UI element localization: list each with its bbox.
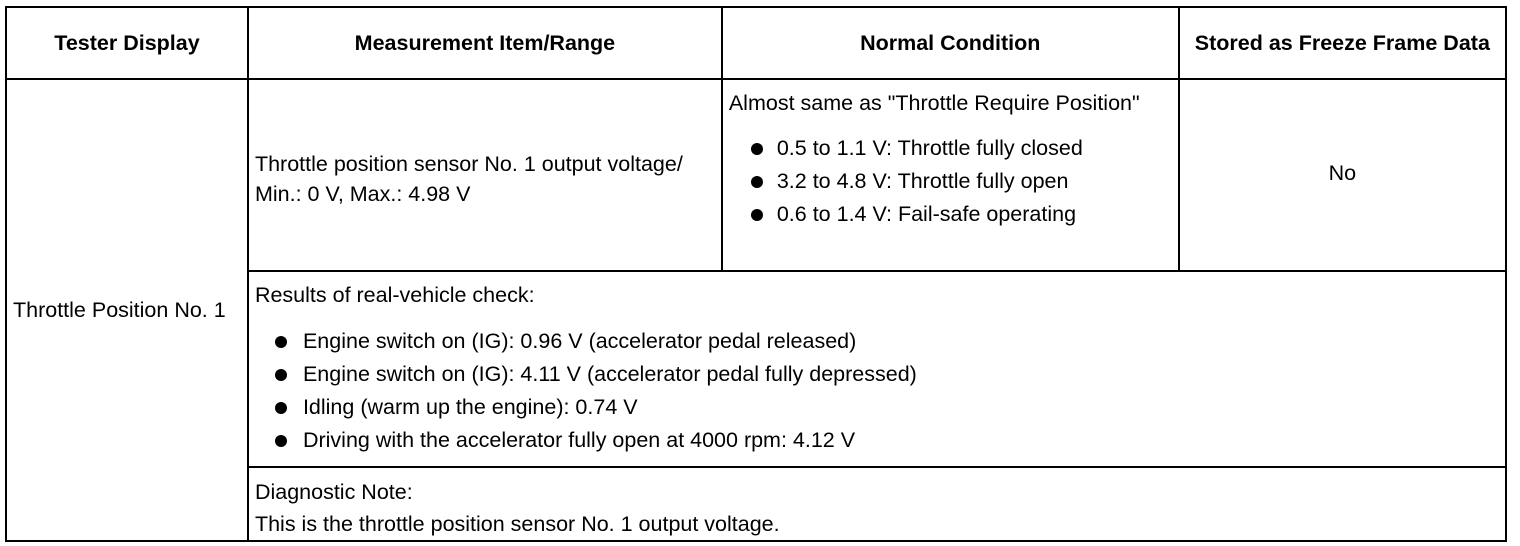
header-freeze-frame: Stored as Freeze Frame Data (1179, 7, 1506, 79)
list-item-text: Engine switch on (IG): 4.11 V (accelerator pedal fully depressed) (302, 362, 917, 386)
list-item (255, 358, 1499, 391)
list-item (255, 424, 1499, 457)
header-row (6, 7, 1506, 79)
normal-condition-list (729, 132, 1172, 231)
data-list-table (5, 6, 1507, 542)
freeze-frame-value: No (1328, 161, 1357, 185)
list-item (255, 391, 1499, 424)
list-item-text: 3.2 to 4.8 V: Throttle fully open (776, 169, 1069, 193)
results-list (255, 325, 1499, 457)
bullet-icon (275, 435, 287, 447)
bullet-icon (751, 176, 763, 188)
results-title: Results of real-vehicle check: (254, 283, 535, 307)
diagnostic-note-cell (248, 467, 1506, 541)
results-cell (248, 271, 1506, 467)
tester-display-cell (6, 79, 248, 541)
normal-condition-cell (722, 79, 1179, 271)
list-item-text: Driving with the accelerator fully open at 4000 rpm: 4.12 V (302, 428, 856, 452)
tester-display-value: Throttle Position No. 1 (13, 298, 226, 322)
list-item-text: Idling (warm up the engine): 0.74 V (302, 395, 638, 419)
list-item (729, 132, 1172, 165)
measurement-cell (248, 79, 722, 271)
bullet-icon (275, 369, 287, 381)
list-item-text: Engine switch on (IG): 0.96 V (accelerator pedal released) (302, 329, 857, 353)
list-item-text: 0.6 to 1.4 V: Fail-safe operating (776, 202, 1077, 226)
table-row (6, 79, 1506, 271)
header-normal-condition: Normal Condition (722, 7, 1179, 79)
list-item (729, 198, 1172, 231)
bullet-icon (275, 402, 287, 414)
diagnostic-note-text: This is the throttle position sensor No. 1 output voltage. (254, 512, 780, 536)
header-tester-display: Tester Display (6, 7, 248, 79)
measurement-line-1: Throttle position sensor No. 1 output voltage/ (254, 152, 683, 176)
bullet-icon (751, 143, 763, 155)
normal-condition-intro: Almost same as "Throttle Require Position" (728, 91, 1140, 115)
measurement-line-2: Min.: 0 V, Max.: 4.98 V (254, 182, 471, 206)
diagnostic-note-title: Diagnostic Note: (254, 480, 413, 504)
bullet-icon (751, 209, 763, 221)
list-item-text: 0.5 to 1.1 V: Throttle fully closed (776, 136, 1083, 160)
list-item (255, 325, 1499, 358)
header-measurement-item: Measurement Item/Range (248, 7, 722, 79)
freeze-frame-cell (1179, 79, 1506, 271)
list-item (729, 165, 1172, 198)
bullet-icon (275, 336, 287, 348)
